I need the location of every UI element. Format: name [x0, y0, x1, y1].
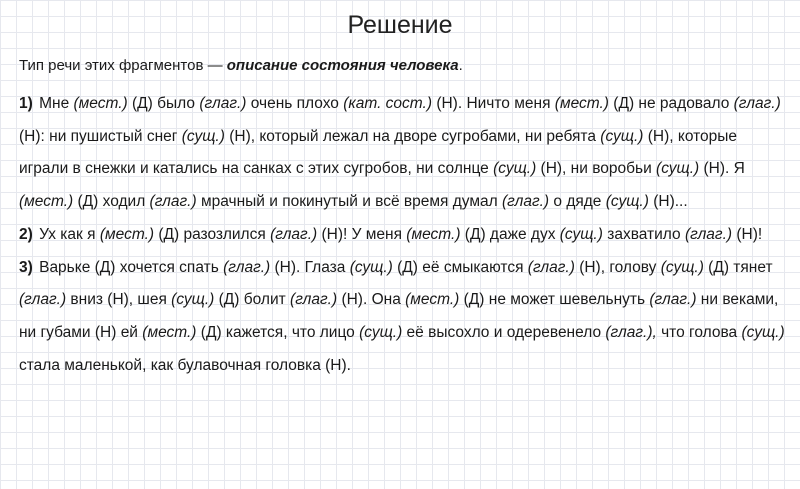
intro-emphasis: описание состояния человека	[226, 57, 459, 74]
text-segment: ни веками, ни губами (Н) ей	[19, 291, 779, 341]
grammar-annotation: (сущ.)	[559, 225, 603, 243]
text-segment: (Н)!	[732, 225, 763, 243]
solution-items	[19, 88, 789, 382]
intro-suffix: .	[458, 57, 463, 74]
text-segment: (Н), ни воробьи	[536, 160, 657, 178]
grammar-annotation: (мест.)	[73, 95, 128, 112]
grammar-annotation: (сущ.)	[741, 323, 785, 341]
text-segment: (Н). Ничто меня	[432, 95, 555, 112]
grammar-annotation: (глаг.)	[19, 291, 67, 309]
grammar-annotation: (мест.)	[99, 225, 155, 243]
grammar-annotation: (глаг.)	[290, 291, 338, 309]
grammar-annotation: (глаг.)	[149, 193, 197, 211]
text-segment: захватило	[602, 225, 685, 243]
grammar-annotation: (глаг.),	[605, 323, 657, 341]
solution-item-3	[19, 252, 789, 383]
grammar-annotation: (мест.)	[142, 323, 197, 341]
grammar-annotation: (сущ.)	[349, 258, 393, 276]
item-number: 3)	[19, 258, 33, 276]
text-segment: Ух как я	[34, 225, 100, 243]
intro-prefix: Тип речи этих фрагментов —	[19, 57, 227, 74]
text-segment: (Н). Она	[337, 291, 406, 309]
text-segment: что голова	[656, 323, 742, 341]
item-number: 1)	[19, 95, 33, 112]
text-segment: (Н), который лежал на дворе сугробами, ни ребята	[224, 127, 601, 145]
grammar-annotation: (сущ.)	[660, 258, 704, 276]
text-segment: (Д) ходил	[73, 193, 150, 211]
text-segment: Мне	[34, 95, 74, 112]
grammar-annotation: (глаг.)	[649, 291, 697, 309]
text-segment: мрачный и покинутый и всё время думал	[196, 193, 502, 211]
solution-item-1	[19, 88, 789, 219]
text-segment: (Н)! У меня	[317, 225, 407, 243]
grammar-annotation: (глаг.)	[501, 193, 550, 211]
text-segment: её высохло и одеревенело	[402, 323, 606, 341]
text-segment: (Д) её смыкаются	[392, 258, 528, 276]
page-title: Решение	[347, 11, 453, 39]
grammar-annotation: (мест.)	[19, 193, 74, 211]
grammar-annotation: (глаг.)	[527, 258, 575, 276]
text-segment: о дяде	[549, 193, 606, 211]
grammar-annotation: (мест.)	[405, 291, 460, 309]
text-segment: (Д) тянет	[703, 258, 773, 276]
text-segment: (Н)...	[648, 193, 688, 211]
text-segment: очень плохо	[246, 95, 344, 112]
text-segment: (Н), голову	[574, 258, 661, 276]
text-segment: (Д) не радовало	[608, 95, 734, 112]
text-segment: (Д) не может шевельнуть	[459, 291, 650, 309]
text-segment: Варьке (Д) хочется спать	[34, 258, 224, 276]
text-segment: стала маленькой, как булавочная головка (Н).	[19, 356, 351, 374]
text-segment: (Н), которые играли в снежки и катались на санках с этих сугробов, ни солнце	[19, 127, 738, 178]
grammar-annotation: (сущ.)	[605, 193, 649, 211]
text-segment: (Д) болит	[214, 291, 291, 309]
intro-line	[19, 55, 789, 77]
grammar-annotation: (глаг.)	[199, 95, 247, 112]
grammar-annotation: (сущ.)	[656, 160, 700, 178]
text-segment: (Н): ни пушистый снег	[19, 127, 182, 145]
grammar-annotation: (сущ.)	[359, 323, 403, 341]
text-segment: (Н). Глаза	[270, 258, 350, 276]
solution-item-2	[19, 219, 789, 252]
grammar-annotation: (мест.)	[406, 225, 461, 243]
grammar-annotation: (глаг.)	[733, 95, 781, 112]
grammar-annotation: (глаг.)	[223, 258, 271, 276]
grammar-annotation: (кат. сост.)	[343, 95, 433, 112]
item-number: 2)	[19, 225, 33, 243]
text-segment: (Н). Я	[699, 160, 745, 178]
grammar-annotation: (сущ.)	[171, 291, 215, 309]
grammar-annotation: (глаг.)	[684, 225, 733, 243]
grammar-annotation: (сущ.)	[493, 160, 537, 178]
grammar-annotation: (сущ.)	[600, 127, 644, 145]
text-segment: (Д) было	[127, 95, 200, 112]
text-segment: вниз (Н), шея	[66, 291, 172, 309]
text-segment: (Д) даже дух	[460, 225, 560, 243]
grammar-annotation: (сущ.)	[181, 127, 225, 145]
text-segment: (Д) кажется, что лицо	[196, 323, 360, 341]
text-segment: (Д) разозлился	[154, 225, 271, 243]
grammar-annotation: (мест.)	[554, 95, 609, 112]
grammar-annotation: (глаг.)	[270, 225, 318, 243]
